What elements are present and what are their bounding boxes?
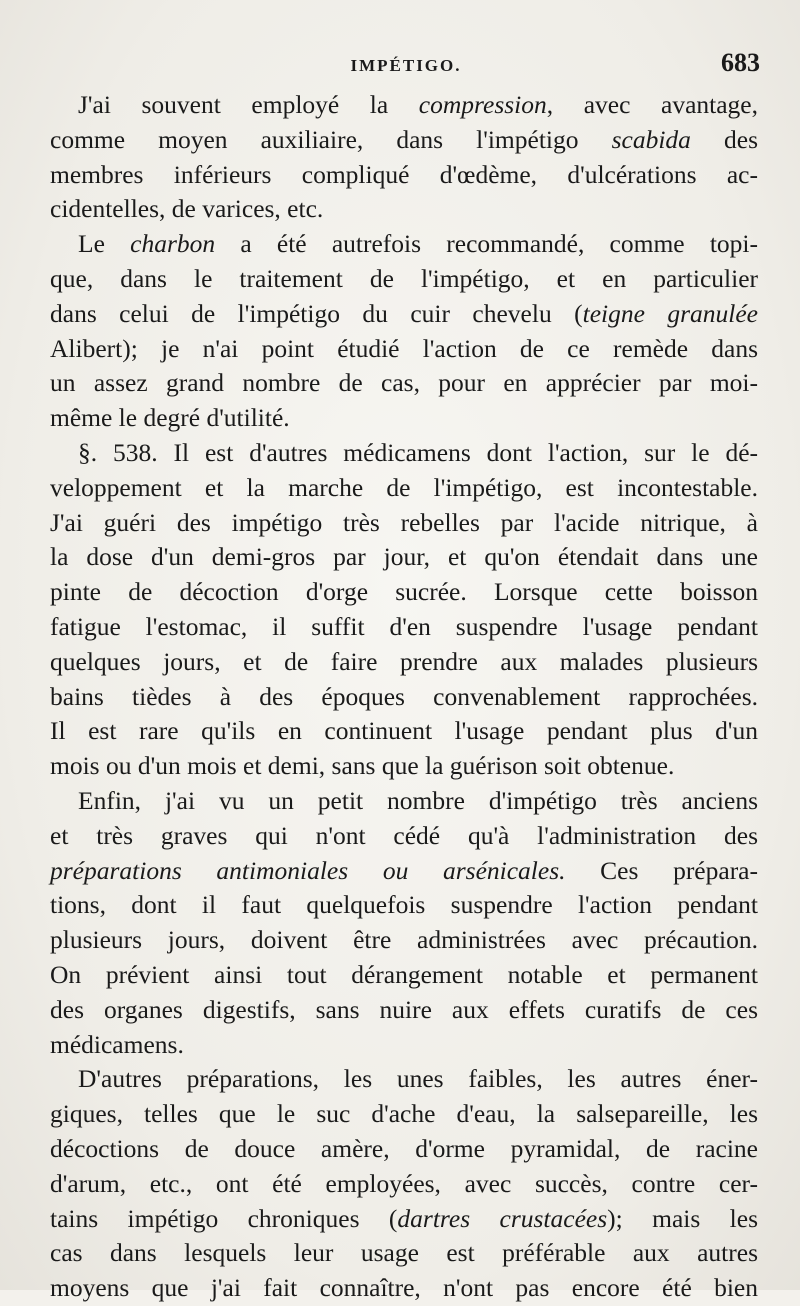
- text-line: [50, 401, 758, 436]
- text-line: [50, 540, 758, 575]
- text-run: , avec avantage,: [546, 90, 758, 119]
- text-line: [50, 262, 758, 297]
- text-line: [50, 1132, 758, 1167]
- text-line: [50, 88, 758, 123]
- italic-text: charbon: [130, 229, 216, 259]
- page-header: [48, 48, 764, 84]
- body-text: [50, 88, 758, 1306]
- italic-text: compression: [418, 90, 547, 119]
- text-run: que, dans le traitement de l'impétigo, et en particulier: [50, 263, 758, 293]
- text-line: [50, 610, 758, 645]
- text-line: [50, 1097, 758, 1132]
- text-run: Le: [78, 229, 131, 259]
- text-run: D'autres préparations, les unes faibles, les autres éner-: [78, 1064, 758, 1094]
- text-line: [50, 993, 758, 1028]
- text-run: dans celui de l'impétigo du cuir chevelu (: [50, 298, 583, 328]
- text-run: bains tièdes à des époques convenablement rapprochées.: [50, 681, 758, 711]
- text-run: la dose d'un demi-gros par jour, et qu'on étendait dans une: [50, 542, 758, 572]
- running-head: IMPÉTIGO.: [350, 56, 462, 75]
- text-run: Il est rare qu'ils en continuent l'usage pendant plus d'un: [50, 716, 758, 746]
- text-line: [50, 192, 758, 227]
- italic-text: dartres crustacées: [397, 1203, 608, 1233]
- text-run: Alibert); je n'ai point étudié l'action de ce remède dans: [50, 333, 758, 363]
- text-run: ); mais les: [607, 1203, 758, 1233]
- text-run: moyens que j'ai fait connaître, n'ont pas encore été bien: [50, 1273, 758, 1303]
- text-line: [50, 784, 758, 819]
- text-run: mois ou d'un mois et demi, sans que la guérison soit obtenue.: [50, 751, 675, 781]
- text-line: [50, 819, 758, 854]
- text-run: J'ai guéri des impétigo très rebelles par l'acide nitrique, à: [50, 507, 758, 537]
- text-run: plusieurs jours, doivent être administrées avec précaution.: [50, 925, 758, 955]
- text-run: comme moyen auxiliaire, dans l'impétigo: [50, 124, 612, 154]
- text-line: [50, 297, 758, 332]
- text-run: membres inférieurs compliqué d'œdème, d'ulcérations ac-: [50, 159, 758, 189]
- text-line: [50, 888, 758, 923]
- text-run: §. 538. Il est d'autres médicamens dont l'action, sur le dé-: [78, 437, 758, 467]
- text-run: quelques jours, et de faire prendre aux malades plusieurs: [50, 646, 758, 676]
- text-line: [50, 680, 758, 715]
- text-run: pinte de décoction d'orge sucrée. Lorsque cette boisson: [50, 577, 758, 607]
- text-run: même le degré d'utilité.: [50, 403, 290, 433]
- text-line: [50, 366, 758, 401]
- text-line: [50, 471, 758, 506]
- text-line: [50, 1062, 758, 1097]
- text-run: d'arum, etc., ont été employées, avec succès, contre cer-: [50, 1168, 758, 1198]
- text-line: [50, 506, 758, 541]
- text-run: Enfin, j'ai vu un petit nombre d'impétigo très anciens: [78, 785, 758, 815]
- text-line: [50, 749, 758, 784]
- italic-text: préparations antimoniales ou arsénicales.: [50, 855, 566, 885]
- text-run: des: [690, 124, 758, 154]
- text-line: [50, 1271, 758, 1306]
- text-line: [50, 1202, 758, 1237]
- text-line: [50, 123, 758, 158]
- text-line: [50, 436, 758, 471]
- text-run: un assez grand nombre de cas, pour en apprécier par moi-: [50, 368, 758, 398]
- text-run: veloppement et la marche de l'impétigo, est incontestable.: [50, 472, 758, 502]
- text-line: [50, 1236, 758, 1271]
- text-run: tains impétigo chroniques (: [50, 1203, 398, 1233]
- text-run: J'ai souvent employé la: [78, 90, 419, 119]
- text-line: [50, 923, 758, 958]
- text-line: [50, 958, 758, 993]
- text-run: décoctions de douce amère, d'orme pyramidal, de racine: [50, 1133, 758, 1163]
- text-line: [50, 1167, 758, 1202]
- italic-text: teigne granulée: [582, 298, 758, 328]
- text-run: cidentelles, de varices, etc.: [50, 194, 324, 224]
- text-run: giques, telles que le suc d'ache d'eau, la salsepareille, les: [50, 1099, 758, 1129]
- text-run: des organes digestifs, sans nuire aux effets curatifs de ces: [50, 994, 758, 1024]
- text-run: médicamens.: [50, 1029, 184, 1059]
- text-line: [50, 575, 758, 610]
- text-run: et très graves qui n'ont cédé qu'à l'administration des: [50, 820, 758, 850]
- text-run: a été autrefois recommandé, comme topi-: [215, 229, 758, 259]
- text-line: [50, 714, 758, 749]
- italic-text: scabida: [611, 124, 691, 154]
- text-run: cas dans lesquels leur usage est préférable aux autres: [50, 1238, 758, 1268]
- page-number: 683: [721, 48, 760, 77]
- text-line: [50, 332, 758, 367]
- text-run: Ces prépara-: [565, 855, 758, 885]
- text-line: [50, 854, 758, 889]
- text-line: [50, 645, 758, 680]
- text-run: On prévient ainsi tout dérangement notable et permanent: [50, 959, 758, 989]
- text-line: [50, 227, 758, 262]
- text-line: [50, 1028, 758, 1063]
- text-run: tions, dont il faut quelquefois suspendre l'action pendant: [50, 890, 758, 920]
- text-run: fatigue l'estomac, il suffit d'en suspendre l'usage pendant: [50, 611, 758, 641]
- text-line: [50, 158, 758, 193]
